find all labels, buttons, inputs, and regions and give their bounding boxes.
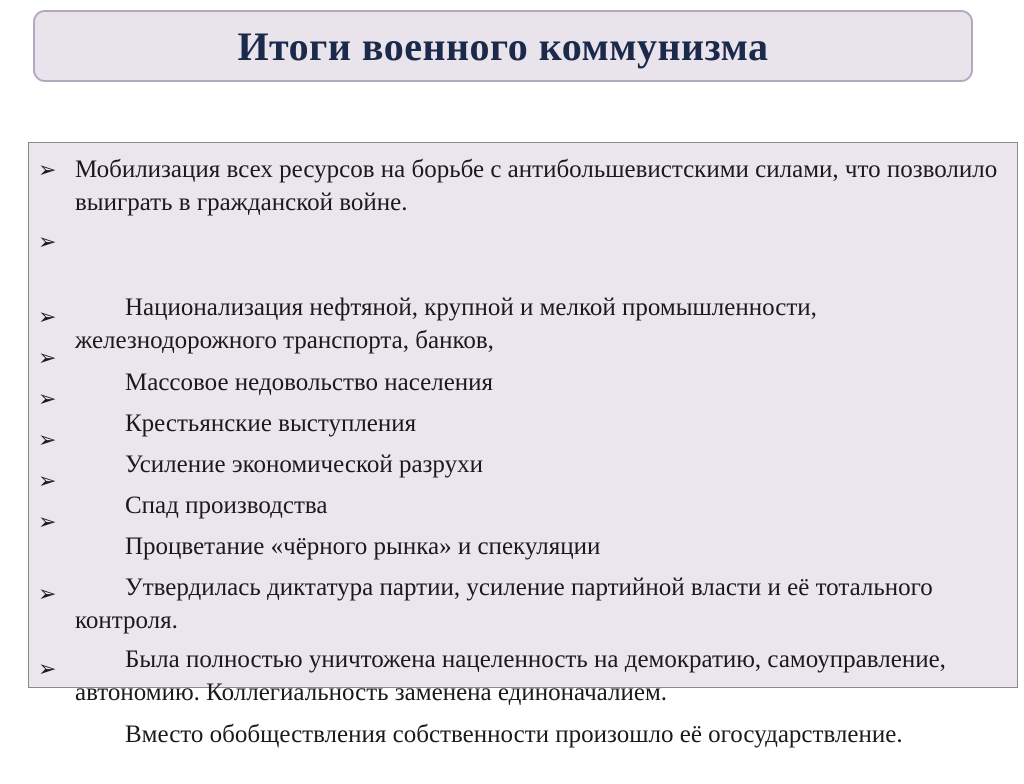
- bullet-text: Вместо обобществления собственности произошло её огосударствление.: [112, 721, 903, 748]
- arrow-bullet-icon: ➢: [38, 304, 57, 329]
- bullet-text: Массовое недовольство населения: [112, 369, 494, 396]
- bullet-text: Крестьянские выступления: [112, 410, 417, 437]
- arrow-bullet-icon: ➢: [38, 157, 57, 182]
- content-box: [28, 142, 1018, 748]
- arrow-bullet-icon: ➢: [38, 509, 57, 534]
- arrow-bullet-icon: ➢: [38, 656, 57, 681]
- bullet-text: Процветание «чёрного рынка» и спекуляции: [112, 533, 601, 560]
- bullet-item: [29, 652, 1017, 784]
- bullet-text: Была полностью уничтожена нацеленность на демократию, самоуправление, автономию. Коллегиальность заменена единоначалием.: [75, 646, 953, 706]
- arrow-bullet-icon: ➢: [38, 468, 57, 493]
- bullet-text: Утвердилась диктатура партии, усиление партийной власти и её тотального контроля.: [75, 574, 958, 634]
- bullet-text: Национализация нефтяной, крупной и мелкой промышленности, железнодорожного транспорта, банков,: [75, 294, 824, 354]
- title-box: [33, 10, 973, 82]
- bullet-text: Спад производства: [112, 492, 328, 519]
- arrow-bullet-icon: ➢: [38, 581, 57, 606]
- arrow-bullet-icon: ➢: [38, 386, 57, 411]
- bullet-text: Усиление экономической разрухи: [112, 451, 483, 478]
- arrow-bullet-icon: ➢: [38, 345, 57, 370]
- arrow-bullet-icon: ➢: [38, 229, 57, 254]
- bullet-text: Мобилизация всех ресурсов на борьбе с антибольшевистскими силами, что позволило выиграть в гражданской войне.: [75, 156, 998, 216]
- slide-title: Итоги военного коммунизма: [237, 23, 769, 69]
- arrow-bullet-icon: ➢: [38, 427, 57, 452]
- bullet-item: [29, 153, 1017, 219]
